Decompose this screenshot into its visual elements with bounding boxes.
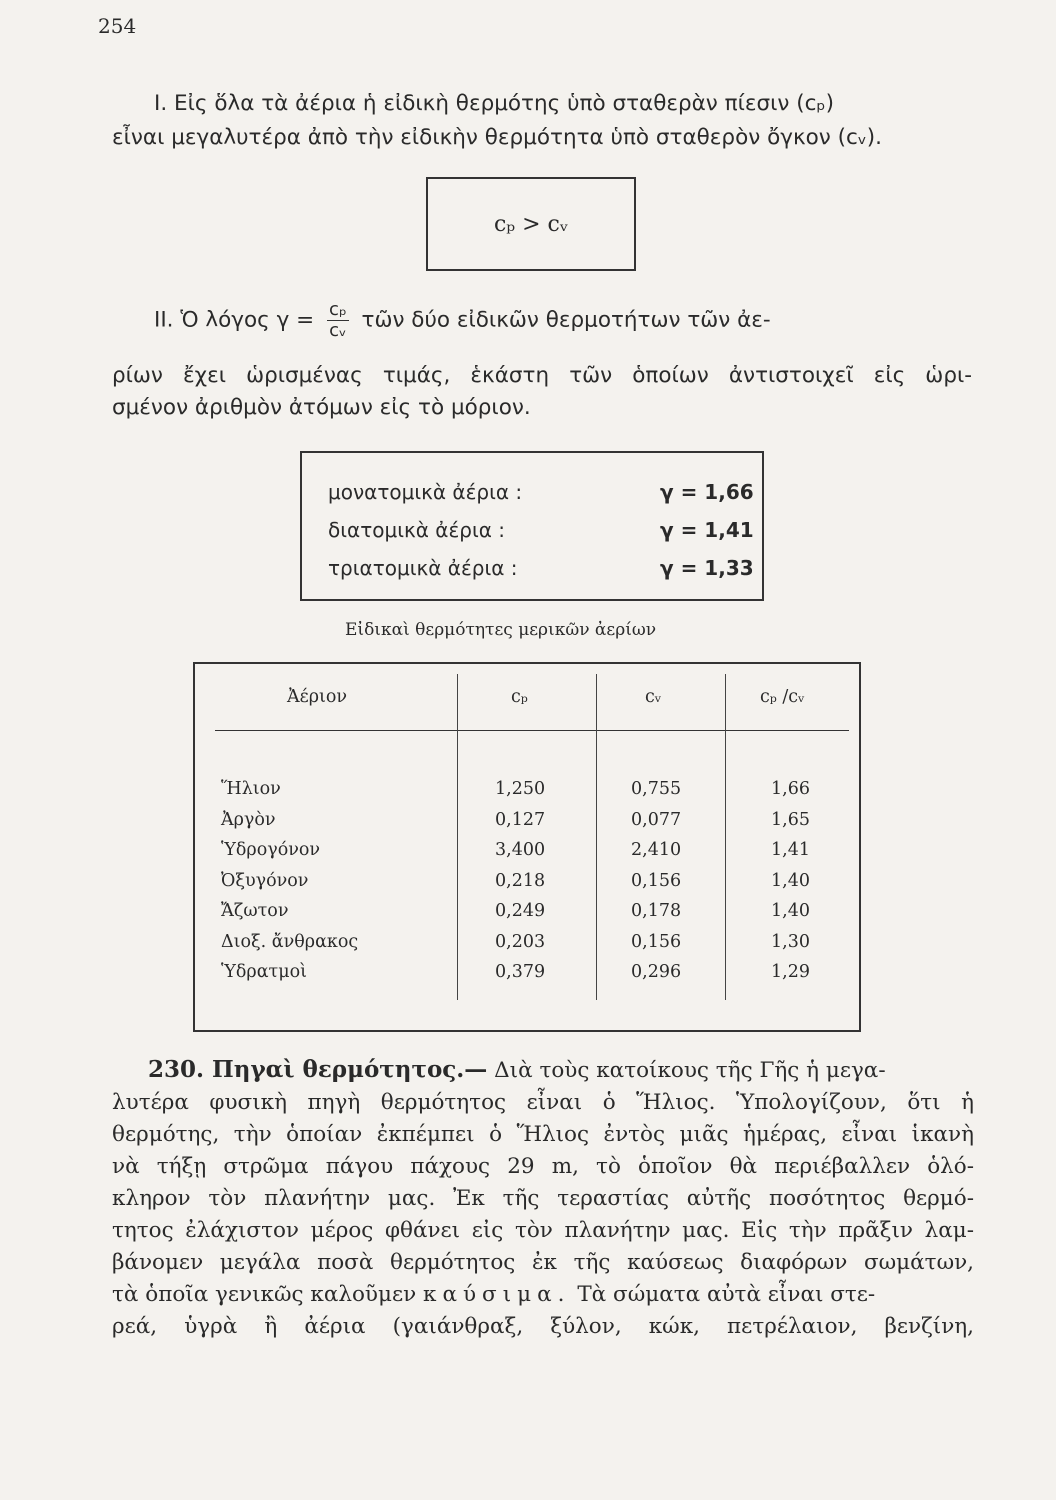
section-line-8-post: Τὰ σώματα αὐτὰ εἶναι στε- [577, 1282, 876, 1307]
cell-gas: Διοξ. ἄνθρακος [221, 931, 359, 952]
cell-gas: Ἀργὸν [221, 809, 276, 830]
paragraph-2-cont [112, 360, 972, 424]
cell-ratio: 1,65 [771, 809, 810, 830]
section-line: ρεά, ὑγρὰ ἢ ἀέρια (γαιάνθραξ, ξύλον, κώκ, πετρέλαιον, βενζίνη, [112, 1314, 974, 1339]
cell-gas: Ὑδρατμοὶ [221, 962, 307, 982]
header-cp: cₚ [511, 687, 528, 707]
section-line-8-pre: τὰ ὁποῖα γενικῶς καλοῦμεν [112, 1282, 417, 1307]
gamma-definition: II. Ὁ λόγος γ = [154, 307, 315, 333]
paragraph-2 [154, 300, 771, 341]
paragraph-2-line-1 [154, 300, 771, 341]
cell-cv: 0,178 [631, 901, 682, 921]
cell-gas: Ἥλιον [221, 779, 281, 799]
section-line: βάνομεν μεγάλα ποσὰ θερμότητος ἐκ τῆς καύσεως διαφόρων σωμάτων, [112, 1250, 974, 1275]
gamma-row [328, 549, 762, 587]
gamma-row-label: τριατομικὰ ἀέρια : [328, 556, 518, 580]
cell-cp: 0,379 [495, 962, 546, 982]
cell-cp: 0,127 [495, 809, 546, 830]
formula-cp-gt-cv: cₚ > cᵥ [493, 211, 569, 237]
header-cp-cv: cₚ /cᵥ [760, 687, 805, 707]
paragraph-2-line-2: ρίων ἔχει ὡρισμένας τιμάς, ἑκάστη τῶν ὁποίων ἀντιστοιχεῖ εἰς ὡρι- [112, 363, 972, 388]
section-line: λυτέρα φυσικὴ πηγὴ θερμότητος εἶναι ὁ Ἥλιος. Ὑπολογίζουν, ὅτι ἡ [112, 1090, 974, 1115]
column-divider [725, 674, 726, 1000]
term-kausima: καύσιμα. [423, 1282, 571, 1307]
cell-cv: 0,156 [631, 931, 682, 952]
section-heading: 230. Πηγαὶ θερμότητος.— [148, 1056, 488, 1083]
fraction-numerator: cₚ [329, 299, 347, 320]
gamma-row [328, 473, 762, 511]
paragraph-1-cont [112, 122, 882, 154]
cell-gas: Ἄζωτον [221, 901, 289, 921]
column-divider [596, 674, 597, 1000]
gamma-row-value: γ = 1,33 [660, 556, 754, 580]
section-line-1-text: Διὰ τοὺς κατοίκους τῆς Γῆς ἡ μεγα- [494, 1058, 886, 1083]
cell-cv: 0,296 [631, 962, 682, 982]
cell-cv: 2,410 [631, 840, 682, 860]
specific-heats-table [193, 662, 861, 1032]
gamma-row-value: γ = 1,66 [660, 480, 754, 504]
cell-ratio: 1,30 [771, 931, 810, 952]
page-number: 254 [98, 14, 137, 38]
header-gas: Ἀέριον [287, 687, 348, 707]
fraction-denominator: cᵥ [329, 320, 347, 341]
cell-cp: 0,203 [495, 931, 546, 952]
paragraph-1-line-2: εἶναι μεγαλυτέρα ἀπὸ τὴν εἰδικὴν θερμότητα ὑπὸ σταθερὸν ὄγκον (cᵥ). [112, 125, 883, 150]
gamma-row [328, 511, 762, 549]
gamma-values-box [300, 451, 764, 601]
cell-ratio: 1,41 [771, 840, 810, 860]
gamma-row-label: μονατομικὰ ἀέρια : [328, 480, 523, 504]
cell-cp: 3,400 [495, 840, 546, 860]
cell-cv: 0,755 [631, 779, 682, 799]
gamma-row-label: διατομικὰ ἀέρια : [328, 518, 506, 542]
section-line: κληρον τὸν πλανήτην μας. Ἐκ τῆς τεραστίας αὐτῆς ποσότητος θερμό- [112, 1186, 974, 1211]
section-line: θερμότης, τὴν ὁποίαν ἐκπέμπει ὁ Ἥλιος ἐντὸς μιᾶς ἡμέρας, εἶναι ἱκανὴ [112, 1122, 974, 1147]
section-line-8 [112, 1279, 974, 1311]
gamma-row-value: γ = 1,41 [660, 518, 754, 542]
cell-cv: 0,156 [631, 870, 682, 891]
cell-cp: 1,250 [495, 779, 546, 799]
paragraph-1-line-1: I. Εἰς ὅλα τὰ ἀέρια ἡ εἰδικὴ θερμότης ὑπὸ σταθερὰν πίεσιν (cₚ) [154, 91, 835, 116]
cell-ratio: 1,66 [771, 779, 810, 799]
cell-gas: Ὀξυγόνον [221, 870, 309, 891]
paragraph-2-line-3: σμένον ἀριθμὸν ἀτόμων εἰς τὸ μόριον. [112, 395, 531, 420]
fraction-cp-over-cv [327, 300, 349, 341]
section-line: τητος ἐλάχιστον μέρος φθάνει εἰς τὸν πλανήτην μας. Εἰς τὴν πρᾶξιν λαμ- [112, 1218, 974, 1243]
cell-ratio: 1,40 [771, 870, 810, 891]
table-caption: Εἰδικαὶ θερμότητες μερικῶν ἀερίων [345, 620, 657, 640]
paragraph-1 [154, 88, 834, 120]
section-230 [112, 1054, 974, 1343]
section-line: νὰ τήξῃ στρῶμα πάγου πάχους 29 m, τὸ ὁποῖον θὰ περιέβαλλεν ὁλό- [112, 1154, 974, 1179]
table-header-divider [215, 730, 849, 731]
cell-cp: 0,218 [495, 870, 546, 891]
header-cv: cᵥ [645, 687, 662, 707]
cell-cp: 0,249 [495, 901, 546, 921]
cell-cv: 0,077 [631, 809, 682, 830]
formula-box-cp-gt-cv [426, 177, 636, 271]
cell-ratio: 1,29 [771, 962, 810, 982]
cell-gas: Ὑδρογόνον [221, 840, 321, 860]
column-divider [457, 674, 458, 1000]
section-line-1 [112, 1054, 974, 1087]
gamma-description: τῶν δύο εἰδικῶν θερμοτήτων τῶν ἀε- [361, 307, 771, 333]
cell-ratio: 1,40 [771, 901, 810, 921]
